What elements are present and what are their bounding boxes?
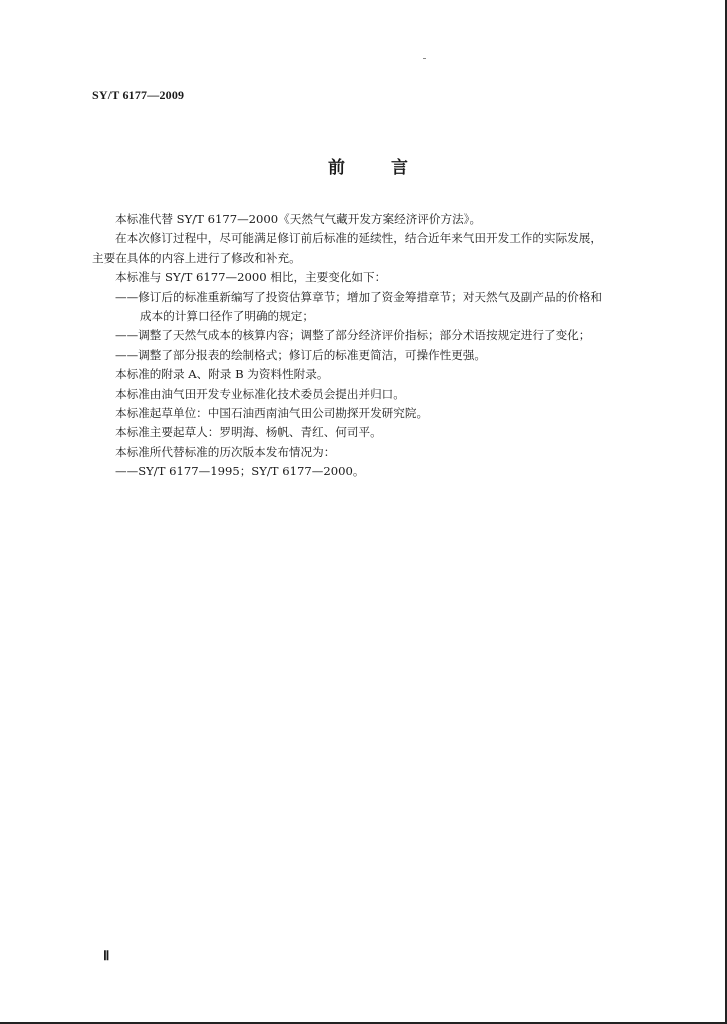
page-title: 前言 (328, 158, 454, 178)
list-item: ——调整了部分报表的绘制格式；修订后的标准更简洁，可操作性更强。 (115, 347, 487, 362)
list-item: ——修订后的标准重新编写了投资估算章节；增加了资金筹措章节；对天然气及副产品的价格和 (115, 289, 602, 304)
standard-code: SY/T 6177—2009 (92, 88, 185, 102)
scan-mark (423, 58, 426, 59)
preface-body (92, 210, 662, 481)
paragraph-line: 本标准的附录 A、附录 B 为资料性附录。 (115, 367, 329, 382)
paragraph-line: 本标准所代替标准的历次版本发布情况为： (115, 444, 336, 459)
list-item: ——SY/T 6177—1995；SY/T 6177—2000。 (115, 464, 365, 479)
list-item-continuation: 成本的计算口径作了明确的规定； (140, 308, 314, 323)
paragraph-line: 主要在具体的内容上进行了修改和补充。 (92, 250, 301, 265)
paragraph-line: 本标准由油气田开发专业标准化技术委员会提出并归口。 (115, 386, 405, 401)
paragraph-line: 本标准与 SY/T 6177—2000 相比，主要变化如下： (115, 270, 387, 285)
paragraph-line: 本标准代替 SY/T 6177—2000《天然气气藏开发方案经济评价方法》。 (115, 212, 482, 226)
paragraph-line: 在本次修订过程中，尽可能满足修订前后标准的延续性，结合近年来气田开发工作的实际发展， (115, 231, 602, 246)
paragraph-line: 本标准主要起草人：罗明海、杨帆、青红、何司平。 (115, 425, 382, 440)
list-item: ——调整了天然气成本的核算内容；调整了部分经济评价指标；部分术语按规定进行了变化； (115, 328, 591, 343)
page-number: Ⅱ (103, 948, 110, 963)
paragraph-line: 本标准起草单位：中国石油西南油气田公司勘探开发研究院。 (115, 405, 429, 420)
